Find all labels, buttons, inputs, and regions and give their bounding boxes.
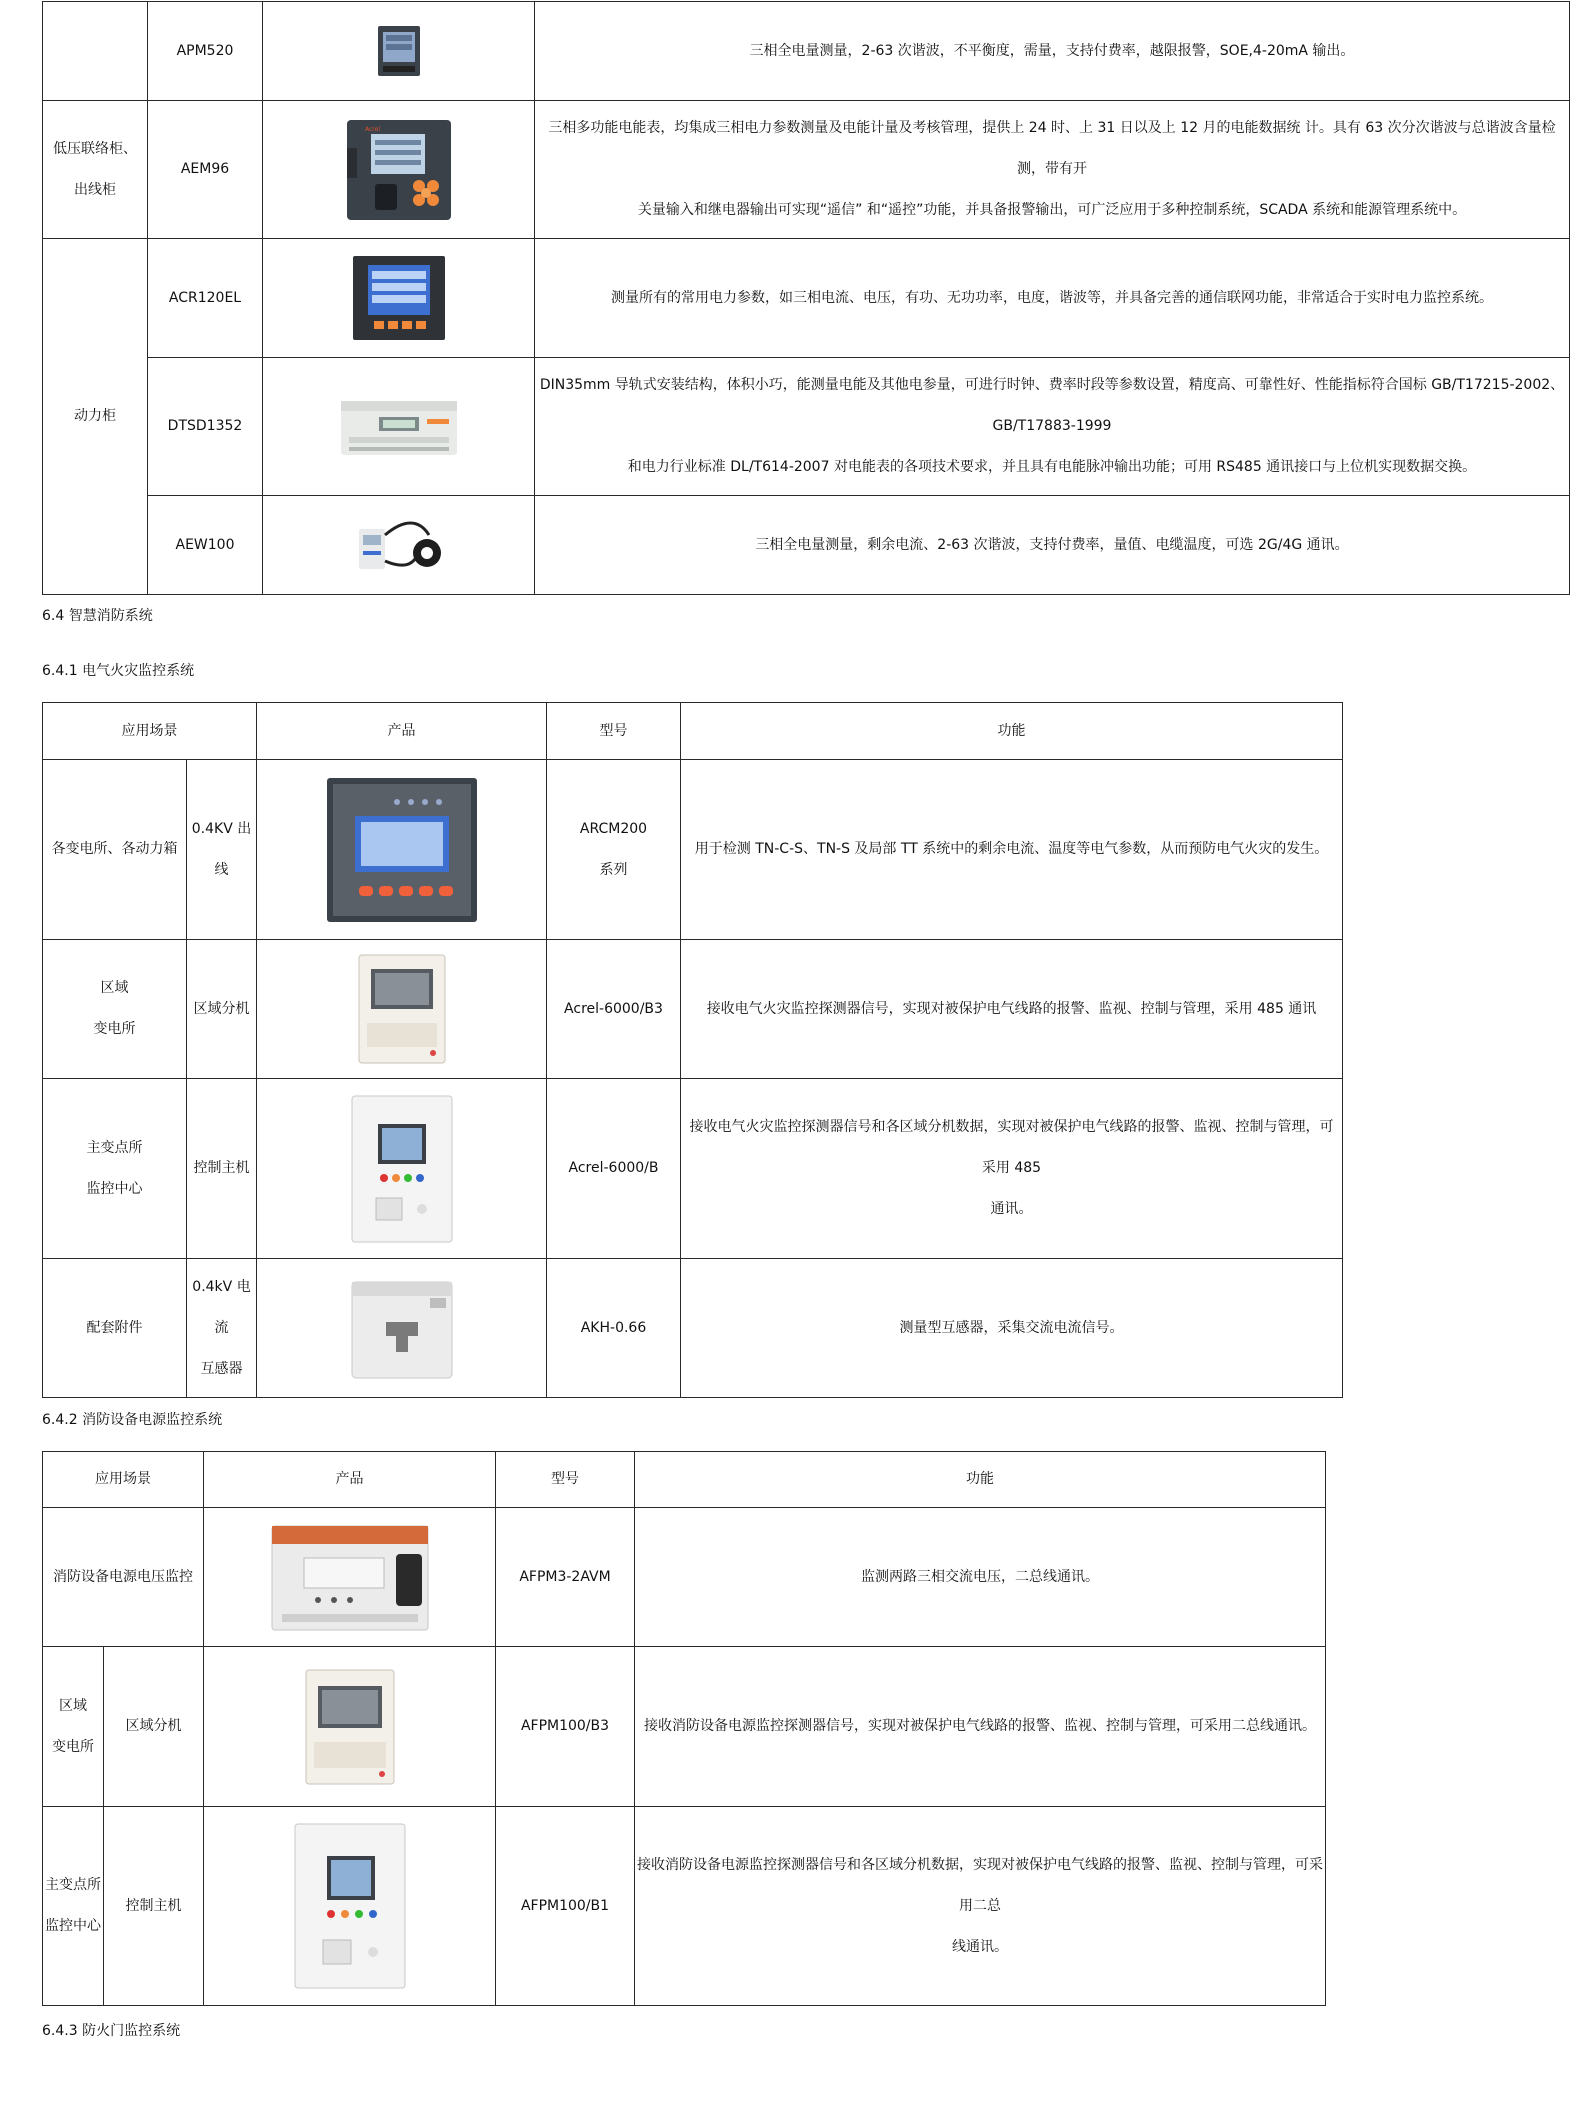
- function-cell: DIN35mm 导轨式安装结构，体积小巧，能测量电能及其他电参量，可进行时钟、费率时段等参数设置，精度高、可靠性好、性能指标符合国标 GB/T17215-2002、GB/T17883-1999 和电力行业标准 DL/T614-2007 对电能表的各项技术要求，并且具有电能脉冲输出功能；可用 RS485 通讯接口与上位机实现数据交换。: [535, 358, 1570, 496]
- table-row: [43, 940, 1343, 1079]
- table-row: [43, 101, 1570, 239]
- header-scene: 应用场景: [43, 1452, 204, 1508]
- product-image-cell: [257, 940, 547, 1079]
- table-row: [43, 1807, 1326, 2006]
- product-image-cell: [204, 1508, 496, 1647]
- product-image-cell: [257, 1079, 547, 1259]
- panel-meter-blue-image: [352, 255, 446, 341]
- function-cell: 接收电气火灾监控探测器信号，实现对被保护电气线路的报警、监视、控制与管理，采用 485 通讯: [681, 940, 1343, 1079]
- header-function: 功能: [681, 703, 1343, 760]
- table-row: [43, 1647, 1326, 1807]
- model-cell: Acrel-6000/B: [547, 1079, 681, 1259]
- model-cell: AEW100: [148, 496, 263, 595]
- scene-cell: 低压联络柜、 出线柜: [43, 101, 148, 239]
- din-rail-meter-image: [339, 393, 459, 461]
- residual-current-monitor-image: [325, 776, 479, 924]
- table-row: [43, 1259, 1343, 1398]
- header-product: 产品: [257, 703, 547, 760]
- function-cell: 接收电气火灾监控探测器信号和各区域分机数据，实现对被保护电气线路的报警、监视、控制与管理，可采用 485 通讯。: [681, 1079, 1343, 1259]
- header-scene: 应用场景: [43, 703, 257, 760]
- model-cell: ACR120EL: [148, 239, 263, 358]
- section-heading-6-4: 6.4 智慧消防系统: [42, 608, 153, 624]
- product-image-cell: [263, 2, 535, 101]
- function-cell: 监测两路三相交流电压，二总线通讯。: [635, 1508, 1326, 1647]
- product-image-cell: [263, 496, 535, 595]
- scene-cell: 动力柜: [43, 239, 148, 595]
- model-cell: DTSD1352: [148, 358, 263, 496]
- table-header-row: [43, 1452, 1326, 1508]
- model-cell: AEM96: [148, 101, 263, 239]
- table-header-row: [43, 703, 1343, 760]
- scene-cell: 区域 变电所: [43, 1647, 104, 1807]
- table-row: [43, 358, 1570, 496]
- table-row: [43, 2, 1570, 101]
- control-host-image: [293, 1822, 407, 1990]
- wall-cabinet-image: [304, 1668, 396, 1786]
- energy-meter-image: [345, 118, 453, 222]
- model-cell: ARCM200 系列: [547, 760, 681, 940]
- control-host-image: [350, 1094, 454, 1244]
- table-row: [43, 1508, 1326, 1647]
- function-cell: 接收消防设备电源监控探测器信号和各区域分机数据，实现对被保护电气线路的报警、监视、控制与管理，可采用二总 线通讯。: [635, 1807, 1326, 2006]
- product-table-1: [42, 1, 1570, 595]
- product-image-cell: [263, 239, 535, 358]
- scene-cell: [43, 2, 148, 101]
- header-function: 功能: [635, 1452, 1326, 1508]
- product-image-cell: [263, 358, 535, 496]
- model-cell: APM520: [148, 2, 263, 101]
- section-heading-6-4-2: 6.4.2 消防设备电源监控系统: [42, 1412, 223, 1428]
- product-image-cell: [204, 1807, 496, 2006]
- product-image-cell: [263, 101, 535, 239]
- scene-cell: 区域 变电所: [43, 940, 187, 1079]
- table-row: [43, 496, 1570, 595]
- model-cell: AFPM100/B3: [496, 1647, 635, 1807]
- function-cell: 三相全电量测量，剩余电流、2-63 次谐波，支持付费率，量值、电缆温度，可选 2G/4G 通讯。: [535, 496, 1570, 595]
- sub-scene-cell: 0.4KV 出线: [187, 760, 257, 940]
- function-cell: 三相多功能电能表，均集成三相电力参数测量及电能计量及考核管理，提供上 24 时、上 31 日以及上 12 月的电能数据统 计。具有 63 次分次谐波与总谐波含量检测，带有开 关量输入和继电器输出可实现“遥信” 和“遥控”功能，并具备报警输出，可广泛应用于多种控制系统，SCADA 系统和能源管理系统中。: [535, 101, 1570, 239]
- product-image-cell: [204, 1647, 496, 1807]
- function-cell: 用于检测 TN-C-S、TN-S 及局部 TT 系统中的剩余电流、温度等电气参数，从而预防电气火灾的发生。: [681, 760, 1343, 940]
- table-row: [43, 760, 1343, 940]
- table-row: [43, 1079, 1343, 1259]
- scene-cell: 主变点所 监控中心: [43, 1079, 187, 1259]
- current-transformer-image: [346, 1272, 458, 1384]
- product-table-2: [42, 702, 1343, 1398]
- model-cell: AFPM3-2AVM: [496, 1508, 635, 1647]
- sub-scene-cell: 控制主机: [104, 1807, 204, 2006]
- scene-cell: 主变点所 监控中心: [43, 1807, 104, 2006]
- sub-scene-cell: 0.4kV 电流 互感器: [187, 1259, 257, 1398]
- function-cell: 测量型互感器，采集交流电流信号。: [681, 1259, 1343, 1398]
- header-model: 型号: [547, 703, 681, 760]
- model-cell: Acrel-6000/B3: [547, 940, 681, 1079]
- scene-cell: 消防设备电源电压监控: [43, 1508, 204, 1647]
- product-image-cell: [257, 1259, 547, 1398]
- section-heading-6-4-1: 6.4.1 电气火灾监控系统: [42, 663, 195, 679]
- function-cell: 三相全电量测量，2-63 次谐波，不平衡度，需量，支持付费率，越限报警，SOE,4-20mA 输出。: [535, 2, 1570, 101]
- product-image-cell: [257, 760, 547, 940]
- scene-cell: 配套附件: [43, 1259, 187, 1398]
- panel-meter-small-image: [377, 25, 421, 77]
- wall-cabinet-image: [357, 953, 447, 1065]
- function-cell: 接收消防设备电源监控探测器信号，实现对被保护电气线路的报警、监视、控制与管理，可采用二总线通讯。: [635, 1647, 1326, 1807]
- header-model: 型号: [496, 1452, 635, 1508]
- function-cell: 测量所有的常用电力参数，如三相电流、电压，有功、无功功率，电度，谐波等，并具备完善的通信联网功能，非常适合于实时电力监控系统。: [535, 239, 1570, 358]
- table-row: [43, 239, 1570, 358]
- svg-text:Acrel: Acrel: [364, 125, 380, 133]
- voltage-sensor-image: [270, 1518, 430, 1636]
- product-table-3: [42, 1451, 1326, 2006]
- model-cell: AFPM100/B1: [496, 1807, 635, 2006]
- wireless-meter-image: [349, 515, 449, 575]
- sub-scene-cell: 控制主机: [187, 1079, 257, 1259]
- scene-cell: 各变电所、各动力箱: [43, 760, 187, 940]
- model-cell: AKH-0.66: [547, 1259, 681, 1398]
- sub-scene-cell: 区域分机: [187, 940, 257, 1079]
- header-product: 产品: [204, 1452, 496, 1508]
- sub-scene-cell: 区域分机: [104, 1647, 204, 1807]
- section-heading-6-4-3: 6.4.3 防火门监控系统: [42, 2023, 181, 2039]
